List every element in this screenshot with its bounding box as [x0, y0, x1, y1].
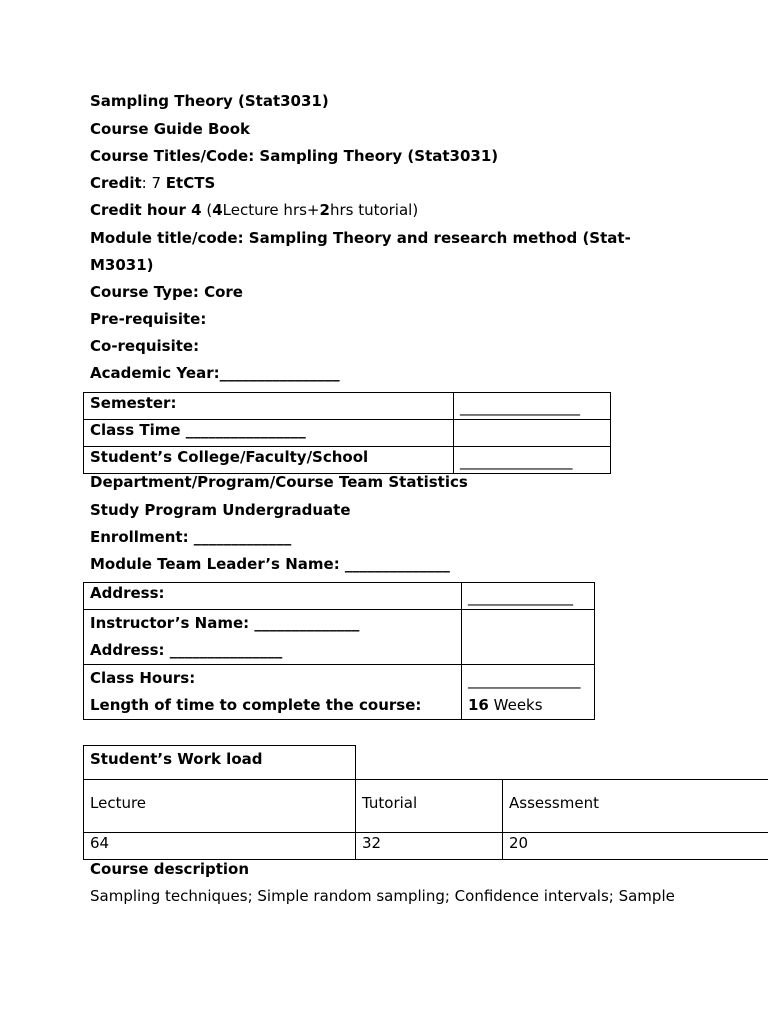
module-title-line-2: M3031): [90, 256, 154, 274]
workload-header-lecture: Lecture: [84, 780, 356, 833]
table-row: [84, 583, 595, 610]
instructor-name: Instructor’s Name: ______________: [90, 614, 360, 632]
workload-value-tutorial: 32: [356, 833, 503, 860]
table-row: [84, 746, 768, 780]
credit-hour-paren: (: [201, 201, 213, 219]
college-value: _______________: [454, 447, 611, 474]
academic-year: Academic Year:________________: [90, 364, 340, 382]
lecture-hours-text: Lecture hrs+: [222, 201, 320, 219]
course-length-number: 16: [468, 696, 489, 714]
class-time-value: [454, 420, 611, 447]
module-title-line-1: Module title/code: Sampling Theory and research method (Stat-: [90, 229, 631, 247]
credit-hour-line: [90, 200, 418, 220]
class-hours-value: _______________: [468, 671, 581, 689]
tutorial-hours-text: hrs tutorial): [329, 201, 419, 219]
course-type-line: [90, 282, 243, 302]
class-time-label: Class Time ________________: [84, 420, 454, 447]
corequisite: Co-requisite:: [90, 337, 200, 355]
department-line: Department/Program/Course Team Statistics: [90, 473, 468, 491]
module-team-leader: Module Team Leader’s Name: ______________: [90, 555, 450, 573]
lecture-hours-number: 4: [212, 201, 223, 219]
semester-value: ________________: [454, 393, 611, 420]
tutorial-hours-number: 2: [319, 201, 330, 219]
guide-book-heading: Course Guide Book: [90, 120, 250, 138]
credit-hour-label: Credit hour 4: [90, 201, 202, 219]
table-row: [84, 780, 768, 833]
semester-label: Semester:: [84, 393, 454, 420]
workload-title-spacer: [356, 746, 768, 780]
hours-cell: [84, 665, 462, 720]
table-row: [84, 833, 768, 860]
semester-table: [83, 392, 611, 474]
course-titles-code: Course Titles/Code: Sampling Theory (Stat3031): [90, 147, 499, 165]
workload-title: Student’s Work load: [84, 746, 356, 780]
enrollment: Enrollment: _____________: [90, 528, 292, 546]
course-title: Sampling Theory (Stat3031): [90, 92, 329, 110]
address-value: ______________: [462, 583, 595, 610]
study-program: Study Program Undergraduate: [90, 501, 351, 519]
course-length-unit: Weeks: [488, 696, 543, 714]
workload-header-assessment: Assessment: [503, 780, 768, 833]
workload-value-lecture: 64: [84, 833, 356, 860]
credit-value: : 7: [141, 174, 166, 192]
college-label: Student’s College/Faculty/School: [84, 447, 454, 474]
address-label: Address:: [84, 583, 462, 610]
class-hours-label: Class Hours:: [90, 669, 196, 687]
instructor-cell: [84, 610, 462, 665]
table-row: [84, 665, 595, 720]
course-description-heading: Course description: [90, 860, 250, 878]
instructor-table: [83, 582, 595, 720]
instructor-address: Address: _______________: [90, 641, 283, 659]
course-type-label: Course Type: [90, 283, 193, 301]
table-row: [84, 610, 595, 665]
instructor-value: [462, 610, 595, 665]
credit-label: Credit: [90, 174, 142, 192]
table-row: [84, 420, 611, 447]
workload-value-assessment: 20: [503, 833, 768, 860]
course-length-label: Length of time to complete the course:: [90, 696, 422, 714]
table-row: [84, 447, 611, 474]
credit-unit: EtCTS: [165, 174, 216, 192]
prerequisite: Pre-requisite:: [90, 310, 207, 328]
table-row: [84, 393, 611, 420]
hours-value-cell: [462, 665, 595, 720]
course-type-value: : Core: [192, 283, 243, 301]
course-description-text: Sampling techniques; Simple random sampling; Confidence intervals; Sample: [90, 887, 675, 905]
course-length-value: [468, 692, 588, 719]
workload-header-tutorial: Tutorial: [356, 780, 503, 833]
credit-line: [90, 173, 215, 193]
workload-table: [83, 745, 768, 860]
